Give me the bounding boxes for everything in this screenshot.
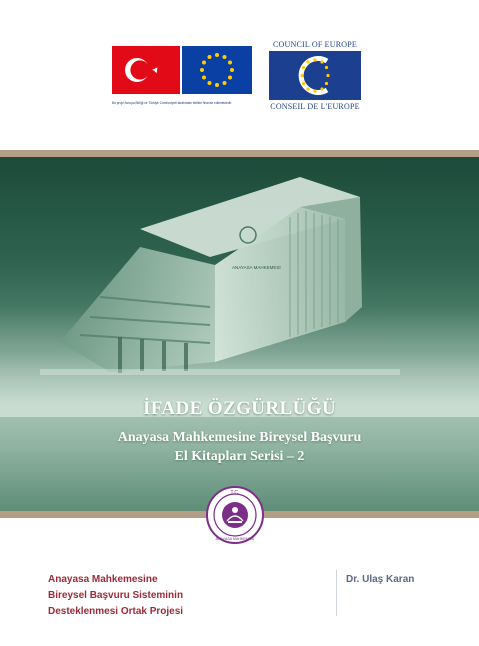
book-title: İFADE ÖZGÜRLÜĞÜ	[142, 398, 337, 419]
coe-title-fr: CONSEIL DE L'EUROPE	[270, 102, 360, 111]
funding-disclaimer: Bu proje Avrupa Birliği ve Türkiye Cumhuriyeti tarafından birlikte finanse edilmektedir.	[112, 101, 233, 105]
project-line: Bireysel Başvuru Sisteminin	[48, 590, 184, 601]
top-accent-stripe	[0, 150, 479, 157]
constitutional-court-seal-icon	[205, 485, 265, 545]
seal-bottom-text: ANAYASA MAHKEMESİ	[215, 537, 255, 541]
coe-title-en: COUNCIL OF EUROPE	[273, 40, 357, 49]
project-line: Anayasa Mahkemesine	[48, 574, 158, 585]
building-sign: ANAYASA MAHKEMESİ	[232, 265, 281, 270]
council-of-europe-logo	[267, 40, 363, 112]
book-subtitle-line2: El Kitapları Serisi – 2	[174, 449, 305, 464]
author-name: Dr. Ulaş Karan	[346, 574, 415, 585]
eu-flag-icon	[182, 46, 252, 94]
project-line: Desteklenmesi Ortak Projesi	[48, 606, 184, 617]
footer-divider	[336, 570, 337, 616]
coe-emblem-icon	[269, 51, 361, 100]
book-subtitle-line1: Anayasa Mahkemesine Bireysel Başvuru	[117, 430, 362, 445]
project-name	[48, 572, 183, 620]
turkish-flag-icon	[112, 46, 180, 94]
seal-top-text: T.C.	[230, 490, 240, 496]
